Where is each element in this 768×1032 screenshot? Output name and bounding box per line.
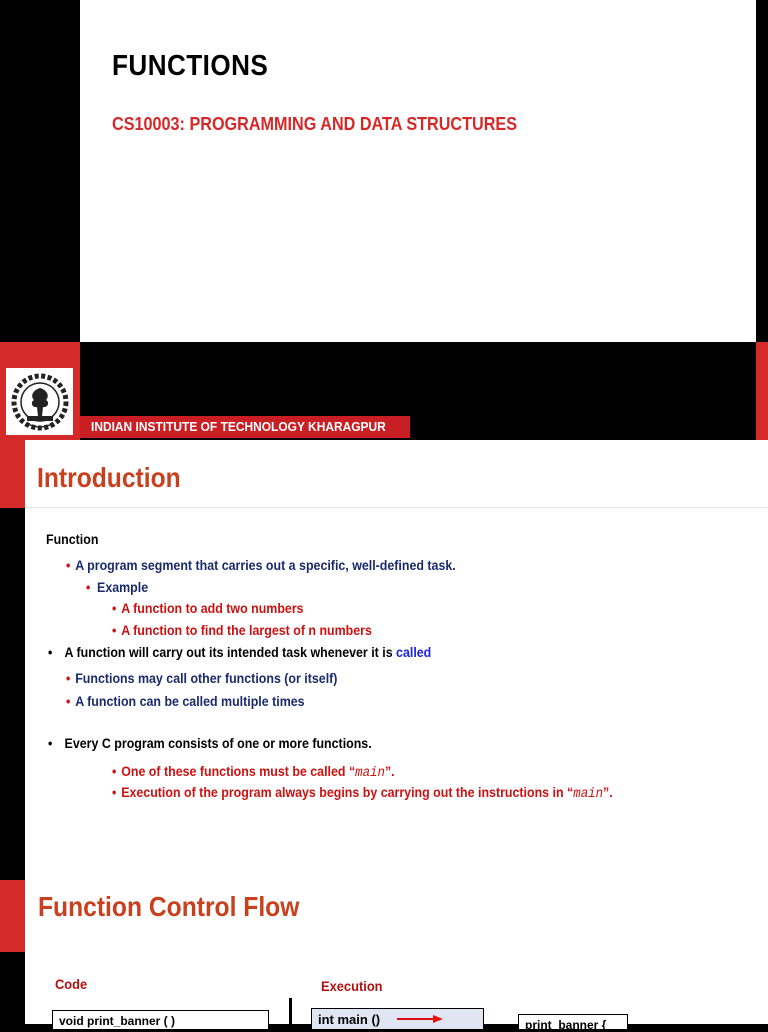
introduction-slide <box>0 440 768 880</box>
red-accent-band-right <box>756 342 768 440</box>
red-accent-band <box>0 440 25 508</box>
title-slide <box>0 0 768 440</box>
list-item: • A function to find the largest of n numbers <box>112 623 372 638</box>
list-item: • Every C program consists of one or more functions. <box>48 736 372 751</box>
flow-arrow-icon <box>395 1013 445 1025</box>
slide-title: Introduction <box>37 462 181 493</box>
code-box: void print_banner ( ) <box>52 1010 269 1030</box>
slide-title: Function Control Flow <box>38 891 300 922</box>
emblem-icon <box>10 372 70 432</box>
called-function-box: print_banner { <box>518 1014 628 1030</box>
control-flow-slide <box>0 880 768 1032</box>
iit-logo <box>6 368 73 435</box>
code-label: Code <box>55 976 88 992</box>
list-item: • One of these functions must be called “main”. <box>112 764 395 781</box>
red-accent-band <box>0 880 25 952</box>
main-keyword: main <box>355 766 385 781</box>
list-item: • A function to add two numbers <box>112 601 304 616</box>
list-item: • A function will carry out its intended task whenever it is called <box>48 645 432 660</box>
course-subtitle: CS10003: PROGRAMMING AND DATA STRUCTURES <box>112 114 518 134</box>
list-item: • A function can be called multiple times <box>66 694 305 709</box>
called-keyword: called <box>396 645 432 660</box>
institute-banner <box>80 416 410 438</box>
list-item: • Functions may call other functions (or itself) <box>66 671 338 686</box>
execution-box: int main () <box>311 1008 484 1030</box>
page-number: 1 <box>729 418 748 428</box>
list-item: • Execution of the program always begins by carrying out the instructions in “main”. <box>112 785 613 802</box>
slide-title: FUNCTIONS <box>112 50 269 82</box>
institute-name: INDIAN INSTITUTE OF TECHNOLOGY KHARAGPUR <box>91 419 386 434</box>
function-heading: Function <box>46 532 99 547</box>
execution-label: Execution <box>321 978 383 994</box>
divider-line <box>289 998 292 1024</box>
main-keyword: main <box>573 787 604 802</box>
list-item: • Example <box>86 580 149 595</box>
list-item: • A program segment that carries out a specific, well-defined task. <box>66 558 456 573</box>
